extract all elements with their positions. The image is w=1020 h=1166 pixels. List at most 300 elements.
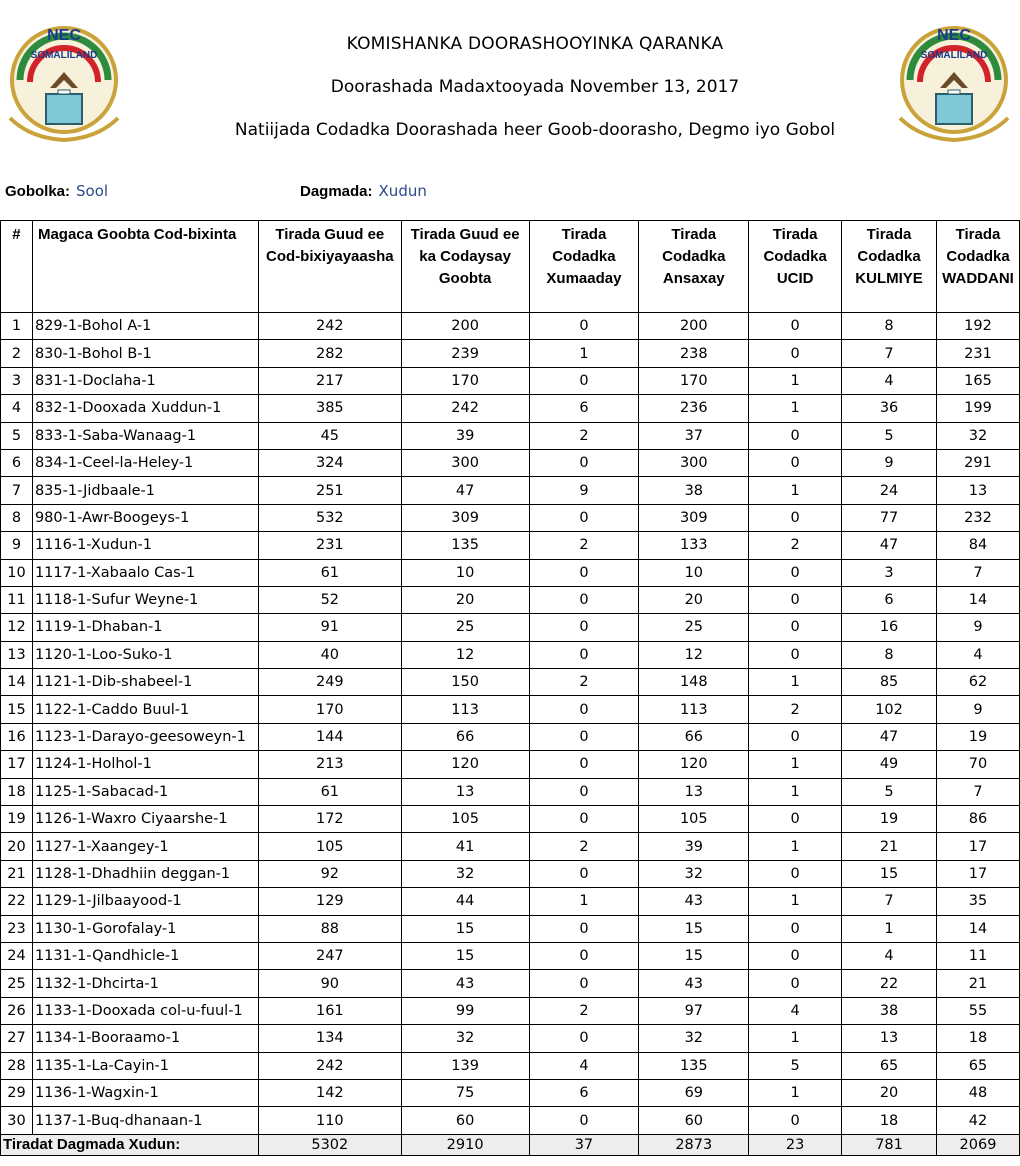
row-index: 21	[1, 860, 33, 887]
table-row	[1, 395, 1020, 422]
waddani-votes: 65	[936, 1052, 1019, 1079]
valid-votes: 113	[639, 696, 749, 723]
table-row	[1, 367, 1020, 394]
valid-votes: 15	[639, 942, 749, 969]
station-name: 1122-1-Caddo Buul-1	[32, 696, 258, 723]
valid-votes: 10	[639, 559, 749, 586]
station-name: 1136-1-Wagxin-1	[32, 1079, 258, 1106]
table-row	[1, 669, 1020, 696]
station-name: 1135-1-La-Cayin-1	[32, 1052, 258, 1079]
valid-votes: 120	[639, 751, 749, 778]
station-name: 833-1-Saba-Wanaag-1	[32, 422, 258, 449]
waddani-votes: 4	[936, 641, 1019, 668]
table-row	[1, 313, 1020, 340]
invalid-votes: 2	[529, 532, 639, 559]
total-cast: 2910	[401, 1134, 529, 1155]
ucid-votes: 0	[749, 422, 842, 449]
waddani-votes: 21	[936, 970, 1019, 997]
invalid-votes: 9	[529, 477, 639, 504]
invalid-votes: 4	[529, 1052, 639, 1079]
row-index: 1	[1, 313, 33, 340]
kulmiye-votes: 15	[842, 860, 937, 887]
invalid-votes: 0	[529, 614, 639, 641]
waddani-votes: 70	[936, 751, 1019, 778]
votes-cast: 13	[401, 778, 529, 805]
waddani-votes: 13	[936, 477, 1019, 504]
row-index: 20	[1, 833, 33, 860]
row-index: 17	[1, 751, 33, 778]
registered-voters: 88	[258, 915, 401, 942]
valid-votes: 238	[639, 340, 749, 367]
votes-cast: 15	[401, 942, 529, 969]
invalid-votes: 0	[529, 367, 639, 394]
waddani-votes: 192	[936, 313, 1019, 340]
invalid-votes: 0	[529, 696, 639, 723]
waddani-votes: 7	[936, 778, 1019, 805]
header-waddani: Tirada Codadka WADDANI	[936, 221, 1019, 313]
kulmiye-votes: 102	[842, 696, 937, 723]
kulmiye-votes: 3	[842, 559, 937, 586]
valid-votes: 15	[639, 915, 749, 942]
kulmiye-votes: 47	[842, 532, 937, 559]
ucid-votes: 1	[749, 1079, 842, 1106]
svg-text:SOMALILAND: SOMALILAND	[920, 50, 988, 61]
registered-voters: 144	[258, 723, 401, 750]
region-gobol	[5, 182, 108, 200]
nec-somaliland-logo	[0, 18, 128, 146]
kulmiye-votes: 5	[842, 422, 937, 449]
kulmiye-votes: 38	[842, 997, 937, 1024]
station-name: 832-1-Dooxada Xuddun-1	[32, 395, 258, 422]
votes-cast: 47	[401, 477, 529, 504]
svg-text:SOMALILAND: SOMALILAND	[30, 50, 98, 61]
waddani-votes: 17	[936, 860, 1019, 887]
ucid-votes: 4	[749, 997, 842, 1024]
votes-cast: 25	[401, 614, 529, 641]
row-index: 10	[1, 559, 33, 586]
kulmiye-votes: 7	[842, 340, 937, 367]
ucid-votes: 0	[749, 915, 842, 942]
registered-voters: 105	[258, 833, 401, 860]
table-row	[1, 915, 1020, 942]
row-index: 4	[1, 395, 33, 422]
row-index: 5	[1, 422, 33, 449]
row-index: 25	[1, 970, 33, 997]
header-registered: Tirada Guud ee Cod-bixiyayaasha	[258, 221, 401, 313]
valid-votes: 60	[639, 1107, 749, 1134]
valid-votes: 12	[639, 641, 749, 668]
row-index: 30	[1, 1107, 33, 1134]
row-index: 24	[1, 942, 33, 969]
votes-cast: 20	[401, 586, 529, 613]
registered-voters: 231	[258, 532, 401, 559]
valid-votes: 133	[639, 532, 749, 559]
invalid-votes: 0	[529, 1107, 639, 1134]
ucid-votes: 1	[749, 751, 842, 778]
results-table	[0, 220, 1020, 1156]
kulmiye-votes: 5	[842, 778, 937, 805]
table-row	[1, 1052, 1020, 1079]
registered-voters: 129	[258, 888, 401, 915]
valid-votes: 105	[639, 806, 749, 833]
invalid-votes: 0	[529, 970, 639, 997]
votes-cast: 139	[401, 1052, 529, 1079]
invalid-votes: 0	[529, 641, 639, 668]
header-station-name: Magaca Goobta Cod-bixinta	[32, 221, 258, 313]
gobol-value: Sool	[76, 182, 109, 200]
ucid-votes: 0	[749, 970, 842, 997]
valid-votes: 43	[639, 970, 749, 997]
registered-voters: 92	[258, 860, 401, 887]
waddani-votes: 291	[936, 449, 1019, 476]
row-index: 26	[1, 997, 33, 1024]
degmo-label: Dagmada:	[300, 183, 373, 200]
row-index: 8	[1, 504, 33, 531]
kulmiye-votes: 85	[842, 669, 937, 696]
invalid-votes: 2	[529, 833, 639, 860]
kulmiye-votes: 18	[842, 1107, 937, 1134]
votes-cast: 120	[401, 751, 529, 778]
station-name: 1128-1-Dhadhiin deggan-1	[32, 860, 258, 887]
ucid-votes: 0	[749, 449, 842, 476]
svg-text:NEC: NEC	[47, 27, 81, 44]
waddani-votes: 17	[936, 833, 1019, 860]
station-name: 1130-1-Gorofalay-1	[32, 915, 258, 942]
station-name: 830-1-Bohol B-1	[32, 340, 258, 367]
ucid-votes: 1	[749, 888, 842, 915]
total-row	[1, 1134, 1020, 1155]
valid-votes: 38	[639, 477, 749, 504]
waddani-votes: 165	[936, 367, 1019, 394]
station-name: 1129-1-Jilbaayood-1	[32, 888, 258, 915]
ucid-votes: 0	[749, 559, 842, 586]
total-registered: 5302	[258, 1134, 401, 1155]
station-name: 1116-1-Xudun-1	[32, 532, 258, 559]
valid-votes: 200	[639, 313, 749, 340]
votes-cast: 75	[401, 1079, 529, 1106]
registered-voters: 324	[258, 449, 401, 476]
kulmiye-votes: 47	[842, 723, 937, 750]
svg-text:NEC: NEC	[937, 27, 971, 44]
votes-cast: 41	[401, 833, 529, 860]
table-row	[1, 1025, 1020, 1052]
station-name: 1127-1-Xaangey-1	[32, 833, 258, 860]
invalid-votes: 6	[529, 395, 639, 422]
table-row	[1, 778, 1020, 805]
waddani-votes: 62	[936, 669, 1019, 696]
table-row	[1, 449, 1020, 476]
invalid-votes: 0	[529, 723, 639, 750]
kulmiye-votes: 4	[842, 942, 937, 969]
total-ucid: 23	[749, 1134, 842, 1155]
invalid-votes: 6	[529, 1079, 639, 1106]
invalid-votes: 0	[529, 806, 639, 833]
kulmiye-votes: 24	[842, 477, 937, 504]
invalid-votes: 1	[529, 888, 639, 915]
station-name: 1133-1-Dooxada col-u-fuul-1	[32, 997, 258, 1024]
waddani-votes: 14	[936, 586, 1019, 613]
ucid-votes: 1	[749, 833, 842, 860]
waddani-votes: 231	[936, 340, 1019, 367]
votes-cast: 43	[401, 970, 529, 997]
row-index: 19	[1, 806, 33, 833]
table-row	[1, 833, 1020, 860]
invalid-votes: 0	[529, 778, 639, 805]
valid-votes: 236	[639, 395, 749, 422]
votes-cast: 10	[401, 559, 529, 586]
kulmiye-votes: 36	[842, 395, 937, 422]
valid-votes: 300	[639, 449, 749, 476]
table-row	[1, 860, 1020, 887]
kulmiye-votes: 19	[842, 806, 937, 833]
kulmiye-votes: 21	[842, 833, 937, 860]
ucid-votes: 0	[749, 1107, 842, 1134]
votes-cast: 309	[401, 504, 529, 531]
total-invalid: 37	[529, 1134, 639, 1155]
row-index: 3	[1, 367, 33, 394]
waddani-votes: 48	[936, 1079, 1019, 1106]
table-row	[1, 641, 1020, 668]
votes-cast: 135	[401, 532, 529, 559]
header-ucid: Tirada Codadka UCID	[749, 221, 842, 313]
total-label: Tiradat Dagmada Xudun:	[1, 1134, 259, 1155]
table-row	[1, 422, 1020, 449]
invalid-votes: 0	[529, 559, 639, 586]
table-row	[1, 614, 1020, 641]
ucid-votes: 1	[749, 477, 842, 504]
station-name: 1118-1-Sufur Weyne-1	[32, 586, 258, 613]
table-body	[1, 313, 1020, 1135]
registered-voters: 40	[258, 641, 401, 668]
row-index: 29	[1, 1079, 33, 1106]
ucid-votes: 0	[749, 942, 842, 969]
row-index: 23	[1, 915, 33, 942]
station-name: 1123-1-Darayo-geesoweyn-1	[32, 723, 258, 750]
valid-votes: 32	[639, 860, 749, 887]
registered-voters: 61	[258, 778, 401, 805]
registered-voters: 61	[258, 559, 401, 586]
waddani-votes: 84	[936, 532, 1019, 559]
valid-votes: 32	[639, 1025, 749, 1052]
table-row	[1, 586, 1020, 613]
ucid-votes: 0	[749, 806, 842, 833]
waddani-votes: 14	[936, 915, 1019, 942]
waddani-votes: 55	[936, 997, 1019, 1024]
registered-voters: 251	[258, 477, 401, 504]
registered-voters: 242	[258, 1052, 401, 1079]
table-row	[1, 696, 1020, 723]
valid-votes: 69	[639, 1079, 749, 1106]
election-title: Doorashada Madaxtooyada November 13, 2017	[330, 77, 740, 97]
station-name: 1119-1-Dhaban-1	[32, 614, 258, 641]
ucid-votes: 1	[749, 1025, 842, 1052]
table-row	[1, 751, 1020, 778]
valid-votes: 43	[639, 888, 749, 915]
valid-votes: 66	[639, 723, 749, 750]
kulmiye-votes: 49	[842, 751, 937, 778]
table-row	[1, 997, 1020, 1024]
station-name: 1126-1-Waxro Ciyaarshe-1	[32, 806, 258, 833]
votes-cast: 66	[401, 723, 529, 750]
kulmiye-votes: 77	[842, 504, 937, 531]
table-row	[1, 532, 1020, 559]
votes-cast: 60	[401, 1107, 529, 1134]
table-header-row	[1, 221, 1020, 313]
registered-voters: 172	[258, 806, 401, 833]
invalid-votes: 1	[529, 340, 639, 367]
table-row	[1, 477, 1020, 504]
table-row	[1, 559, 1020, 586]
station-name: 1120-1-Loo-Suko-1	[32, 641, 258, 668]
valid-votes: 170	[639, 367, 749, 394]
votes-cast: 105	[401, 806, 529, 833]
station-name: 1125-1-Sabacad-1	[32, 778, 258, 805]
kulmiye-votes: 8	[842, 313, 937, 340]
header-idx: #	[1, 221, 33, 313]
row-index: 15	[1, 696, 33, 723]
waddani-votes: 19	[936, 723, 1019, 750]
kulmiye-votes: 7	[842, 888, 937, 915]
station-name: 834-1-Ceel-la-Heley-1	[32, 449, 258, 476]
kulmiye-votes: 13	[842, 1025, 937, 1052]
row-index: 2	[1, 340, 33, 367]
waddani-votes: 86	[936, 806, 1019, 833]
header-kulmiye: Tirada Codadka KULMIYE	[842, 221, 937, 313]
kulmiye-votes: 9	[842, 449, 937, 476]
station-name: 980-1-Awr-Boogeys-1	[32, 504, 258, 531]
row-index: 11	[1, 586, 33, 613]
results-subtitle: Natiijada Codadka Doorashada heer Goob-doorasho, Degmo iyo Gobol	[234, 120, 836, 140]
invalid-votes: 0	[529, 313, 639, 340]
votes-cast: 113	[401, 696, 529, 723]
registered-voters: 385	[258, 395, 401, 422]
registered-voters: 45	[258, 422, 401, 449]
ucid-votes: 0	[749, 860, 842, 887]
ucid-votes: 0	[749, 313, 842, 340]
invalid-votes: 0	[529, 504, 639, 531]
registered-voters: 161	[258, 997, 401, 1024]
registered-voters: 142	[258, 1079, 401, 1106]
table-row	[1, 1079, 1020, 1106]
table-row	[1, 942, 1020, 969]
registered-voters: 91	[258, 614, 401, 641]
invalid-votes: 2	[529, 997, 639, 1024]
valid-votes: 97	[639, 997, 749, 1024]
waddani-votes: 32	[936, 422, 1019, 449]
row-index: 18	[1, 778, 33, 805]
kulmiye-votes: 4	[842, 367, 937, 394]
row-index: 7	[1, 477, 33, 504]
table-row	[1, 504, 1020, 531]
ucid-votes: 1	[749, 395, 842, 422]
valid-votes: 20	[639, 586, 749, 613]
waddani-votes: 232	[936, 504, 1019, 531]
invalid-votes: 0	[529, 751, 639, 778]
kulmiye-votes: 65	[842, 1052, 937, 1079]
invalid-votes: 2	[529, 422, 639, 449]
row-index: 12	[1, 614, 33, 641]
waddani-votes: 9	[936, 614, 1019, 641]
ucid-votes: 5	[749, 1052, 842, 1079]
votes-cast: 99	[401, 997, 529, 1024]
waddani-votes: 199	[936, 395, 1019, 422]
valid-votes: 148	[639, 669, 749, 696]
valid-votes: 37	[639, 422, 749, 449]
table-row	[1, 1107, 1020, 1134]
votes-cast: 242	[401, 395, 529, 422]
registered-voters: 213	[258, 751, 401, 778]
waddani-votes: 42	[936, 1107, 1019, 1134]
row-index: 16	[1, 723, 33, 750]
kulmiye-votes: 22	[842, 970, 937, 997]
invalid-votes: 0	[529, 449, 639, 476]
table-row	[1, 723, 1020, 750]
votes-cast: 15	[401, 915, 529, 942]
total-waddani: 2069	[936, 1134, 1019, 1155]
registered-voters: 217	[258, 367, 401, 394]
station-name: 829-1-Bohol A-1	[32, 313, 258, 340]
registered-voters: 52	[258, 586, 401, 613]
degmo-value: Xudun	[378, 182, 427, 200]
ucid-votes: 0	[749, 723, 842, 750]
ucid-votes: 0	[749, 614, 842, 641]
row-index: 14	[1, 669, 33, 696]
row-index: 27	[1, 1025, 33, 1052]
registered-voters: 247	[258, 942, 401, 969]
invalid-votes: 0	[529, 942, 639, 969]
ucid-votes: 2	[749, 532, 842, 559]
station-name: 835-1-Jidbaale-1	[32, 477, 258, 504]
kulmiye-votes: 6	[842, 586, 937, 613]
station-name: 1131-1-Qandhicle-1	[32, 942, 258, 969]
ucid-votes: 2	[749, 696, 842, 723]
header-valid: Tirada Codadka Ansaxay	[639, 221, 749, 313]
row-index: 28	[1, 1052, 33, 1079]
ucid-votes: 0	[749, 504, 842, 531]
ucid-votes: 1	[749, 778, 842, 805]
invalid-votes: 0	[529, 1025, 639, 1052]
header-cast: Tirada Guud ee ka Codaysay Goobta	[401, 221, 529, 313]
station-name: 1124-1-Holhol-1	[32, 751, 258, 778]
gobol-label: Gobolka:	[5, 183, 71, 200]
votes-cast: 170	[401, 367, 529, 394]
station-name: 1121-1-Dib-shabeel-1	[32, 669, 258, 696]
total-kulmiye: 781	[842, 1134, 937, 1155]
ucid-votes: 0	[749, 586, 842, 613]
votes-cast: 12	[401, 641, 529, 668]
registered-voters: 134	[258, 1025, 401, 1052]
registered-voters: 90	[258, 970, 401, 997]
invalid-votes: 0	[529, 860, 639, 887]
report-header	[0, 0, 1020, 175]
registered-voters: 110	[258, 1107, 401, 1134]
waddani-votes: 18	[936, 1025, 1019, 1052]
row-index: 6	[1, 449, 33, 476]
votes-cast: 239	[401, 340, 529, 367]
table-row	[1, 340, 1020, 367]
valid-votes: 309	[639, 504, 749, 531]
invalid-votes: 2	[529, 669, 639, 696]
valid-votes: 13	[639, 778, 749, 805]
kulmiye-votes: 8	[842, 641, 937, 668]
registered-voters: 242	[258, 313, 401, 340]
valid-votes: 135	[639, 1052, 749, 1079]
ucid-votes: 0	[749, 340, 842, 367]
votes-cast: 32	[401, 860, 529, 887]
invalid-votes: 0	[529, 586, 639, 613]
waddani-votes: 35	[936, 888, 1019, 915]
kulmiye-votes: 20	[842, 1079, 937, 1106]
